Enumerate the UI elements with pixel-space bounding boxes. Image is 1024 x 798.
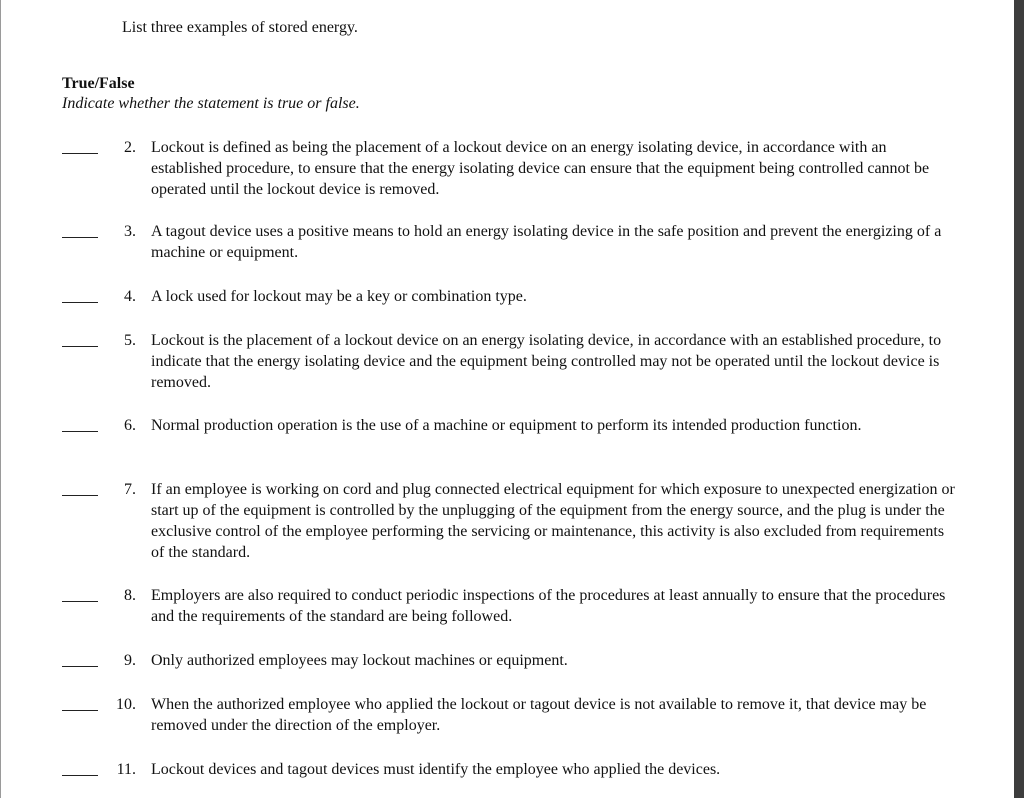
item-number: 7.	[124, 481, 136, 498]
answer-blank[interactable]	[62, 346, 98, 347]
item-number: 2.	[124, 139, 136, 156]
viewer-right-border	[1014, 0, 1024, 798]
answer-blank[interactable]	[62, 153, 98, 154]
page-left-edge	[0, 0, 1, 798]
item-statement: Lockout is defined as being the placement of a lockout device on an energy isolating device, in accordance with an established procedure, to ensure that the energy isolating device can ensure that the equipment being controlled cannot be operated until the lockout device is removed.	[151, 139, 930, 198]
item-number: 6.	[124, 417, 136, 434]
item-number: 10.	[116, 696, 136, 713]
answer-blank[interactable]	[62, 601, 98, 602]
item-statement: A lock used for lockout may be a key or combination type.	[151, 288, 527, 305]
item-number: 11.	[116, 761, 136, 778]
item-statement: When the authorized employee who applied the lockout or tagout device is not available to remove it, that device may be removed under the direction of the employer.	[151, 696, 927, 734]
item-statement: Lockout devices and tagout devices must identify the employee who applied the devices.	[151, 761, 721, 778]
item-statement: Only authorized employees may lockout machines or equipment.	[151, 652, 568, 669]
answer-blank[interactable]	[62, 495, 98, 496]
answer-blank[interactable]	[62, 775, 98, 776]
question-1	[122, 17, 358, 38]
item-number: 4.	[124, 288, 136, 305]
item-statement: A tagout device uses a positive means to hold an energy isolating device in the safe position and prevent the energizing of a machine or equipment.	[151, 223, 942, 261]
item-statement: Normal production operation is the use of a machine or equipment to perform its intended production function.	[151, 417, 862, 434]
item-number: 5.	[124, 332, 136, 349]
item-number: 9.	[124, 652, 136, 669]
section-instructions: Indicate whether the statement is true or false.	[62, 95, 360, 112]
item-number: 8.	[124, 587, 136, 604]
item-number: 3.	[124, 223, 136, 240]
question-text: List three examples of stored energy.	[122, 19, 358, 36]
answer-blank[interactable]	[62, 710, 98, 711]
section-title: True/False	[62, 75, 135, 92]
item-statement: Employers are also required to conduct periodic inspections of the procedures at least annually to ensure that the procedures and the requirements of the standard are being followed.	[151, 587, 946, 625]
answer-blank[interactable]	[62, 237, 98, 238]
item-statement: If an employee is working on cord and plug connected electrical equipment for which exposure to unexpected energization or start up of the equipment is controlled by the unplugging of the equipment from the energy source, and the plug is under the exclusive control of the employee performing the servicing or maintenance, this activity is also excluded from requirements of the standard.	[151, 481, 955, 561]
answer-blank[interactable]	[62, 666, 98, 667]
answer-blank[interactable]	[62, 302, 98, 303]
answer-blank[interactable]	[62, 431, 98, 432]
item-statement: Lockout is the placement of a lockout device on an energy isolating device, in accordance with an established procedure, to indicate that the energy isolating device and the equipment being controlled may not be operated until the lockout device is removed.	[151, 332, 942, 391]
